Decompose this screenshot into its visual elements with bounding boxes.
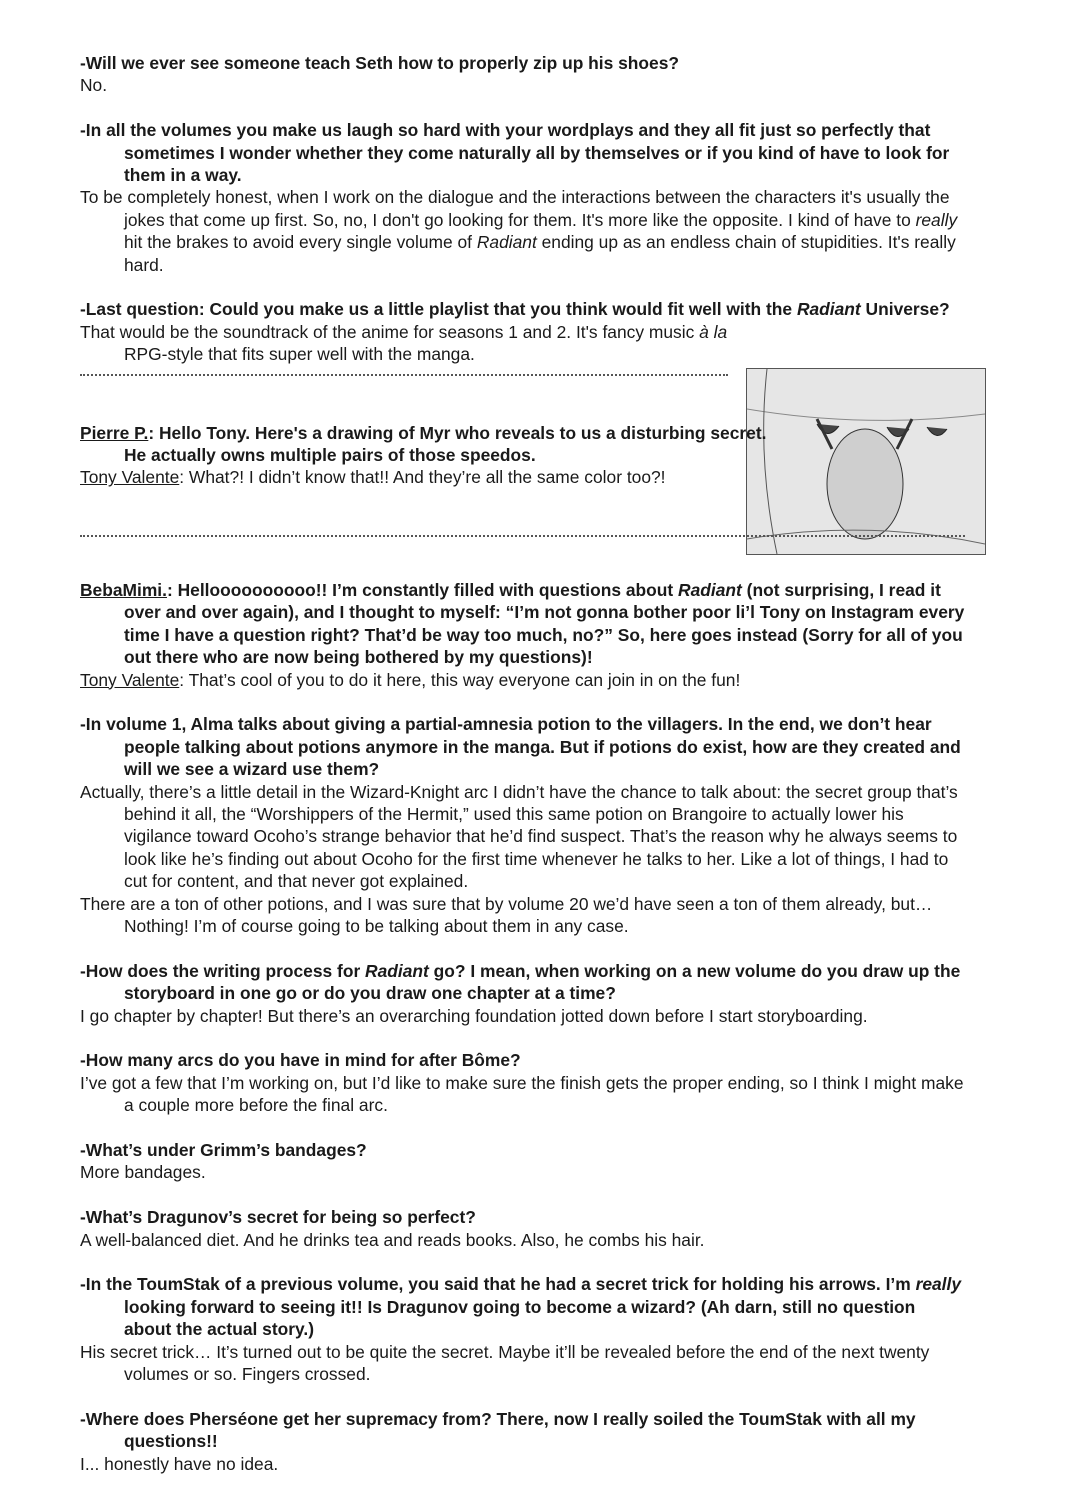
answer-seth-shoes: No.	[80, 75, 108, 96]
answer-dragunov: A well-balanced diet. And he drinks tea and reads books. Also, he combs his hair.	[80, 1229, 705, 1250]
answer-bebamimi: Tony Valente: That’s cool of you to do it here, this way everyone can join in on the fun!	[80, 669, 741, 690]
question-seth-shoes: -Will we ever see someone teach Seth how to properly zip up his shoes?	[80, 53, 679, 73]
answer-writing-process: I go chapter by chapter! But there’s an overarching foundation jotted down before I start storyboarding.	[80, 1005, 868, 1026]
answer-potions-2: There are a ton of other potions, and I was sure that by volume 20 we’d have seen a ton of them already, but… Nothing! I’m of course going to be talking about them in any case.	[80, 893, 933, 936]
question-dragunov: -What’s Dragunov’s secret for being so perfect?	[80, 1207, 476, 1228]
question-writing-process: -How does the writing process for Radiant go? I mean, when working on a new volume do you draw up the storyboard in one go or do you draw one chapter at a time?	[80, 960, 961, 1004]
question-pierre: Pierre P.: Hello Tony. Here's a drawing of Myr who reveals to us a disturbing secret. He actually owns multiple pairs of those speedos.	[80, 422, 767, 466]
answer-arrows: His secret trick… It’s turned out to be quite the secret. Maybe it’ll be revealed before the end of the next twenty volumes or so. Fingers crossed.	[80, 1341, 930, 1384]
question-playlist: -Last question: Could you make us a little playlist that you think would fit well with the Radiant Universe?	[80, 299, 950, 320]
question-potions: -In volume 1, Alma talks about giving a partial-amnesia potion to the villagers. In the end, we don’t hear people talking about potions anymore in the manga. But if potions do exist, how are they created and will we see a wizard use them?	[80, 714, 961, 780]
question-supremacy: -Where does Pherséone get her supremacy from? There, now I really soiled the ToumStak with all my questions!!	[80, 1408, 916, 1452]
answer-pierre: Tony Valente: What?! I didn’t know that!! And they’re all the same color too?!	[80, 467, 666, 488]
question-wordplays: -In all the volumes you make us laugh so hard with your wordplays and they all fit just so perfectly that sometimes I wonder whether they come naturally all by themselves or if you kind of have to look for them in a way.	[80, 120, 950, 186]
question-arcs: -How many arcs do you have in mind for after Bôme?	[80, 1050, 521, 1071]
question-bebamimi: BebaMimi.: Helloooooooooo!! I’m constantly filled with questions about Radiant (not surprising, I read it over and over again), and I thought to myself: “I’m not gonna bother poor li’l Tony on Instagram every time I have a question right? That’d be way too much, no?” So, here goes instead (Sorry for all of you out there who are now being bothered by my questions)!	[80, 579, 965, 668]
answer-potions-1: Actually, there’s a little detail in the Wizard-Knight arc I didn’t have the chance to talk about: the secret group that’s behind it all, the “Worshippers of the Hermit,” used this same potion on Brangoire to actually lower his vigilance toward Ocoho’s strange behavior that he’d find suspect. That’s the reason why he always seems to look like he’s finding out about Ocoho for the first time whenever he talks to her. Like a lot of things, I had to cut for content, and that never got explained.	[80, 781, 958, 892]
question-arrows: -In the ToumStak of a previous volume, you said that he had a secret trick for holding his arrows. I’m really looking forward to seeing it!! Is Dragunov going to become a wizard? (Ah darn, still no question about the actual story.)	[80, 1274, 962, 1340]
answer-playlist: That would be the soundtrack of the anime for seasons 1 and 2. It's fancy music à la RPG-style that fits super well with the manga.	[80, 321, 728, 365]
answer-supremacy: I... honestly have no idea.	[80, 1453, 279, 1474]
question-grimm: -What’s under Grimm’s bandages?	[80, 1139, 367, 1160]
answer-arcs: I’ve got a few that I’m working on, but I’d like to make sure the finish gets the proper ending, so I think I might make a couple more before the final arc.	[80, 1072, 964, 1116]
answer-wordplays: To be completely honest, when I work on the dialogue and the interactions between the characters it's usually the jokes that come up first. So, no, I don't go looking for them. It's more like the opposite. I kind of have to really hit the brakes to avoid every single volume of Radiant ending up as an endless chain of stupidities. It's really hard.	[80, 187, 958, 275]
answer-grimm: More bandages.	[80, 1162, 206, 1183]
